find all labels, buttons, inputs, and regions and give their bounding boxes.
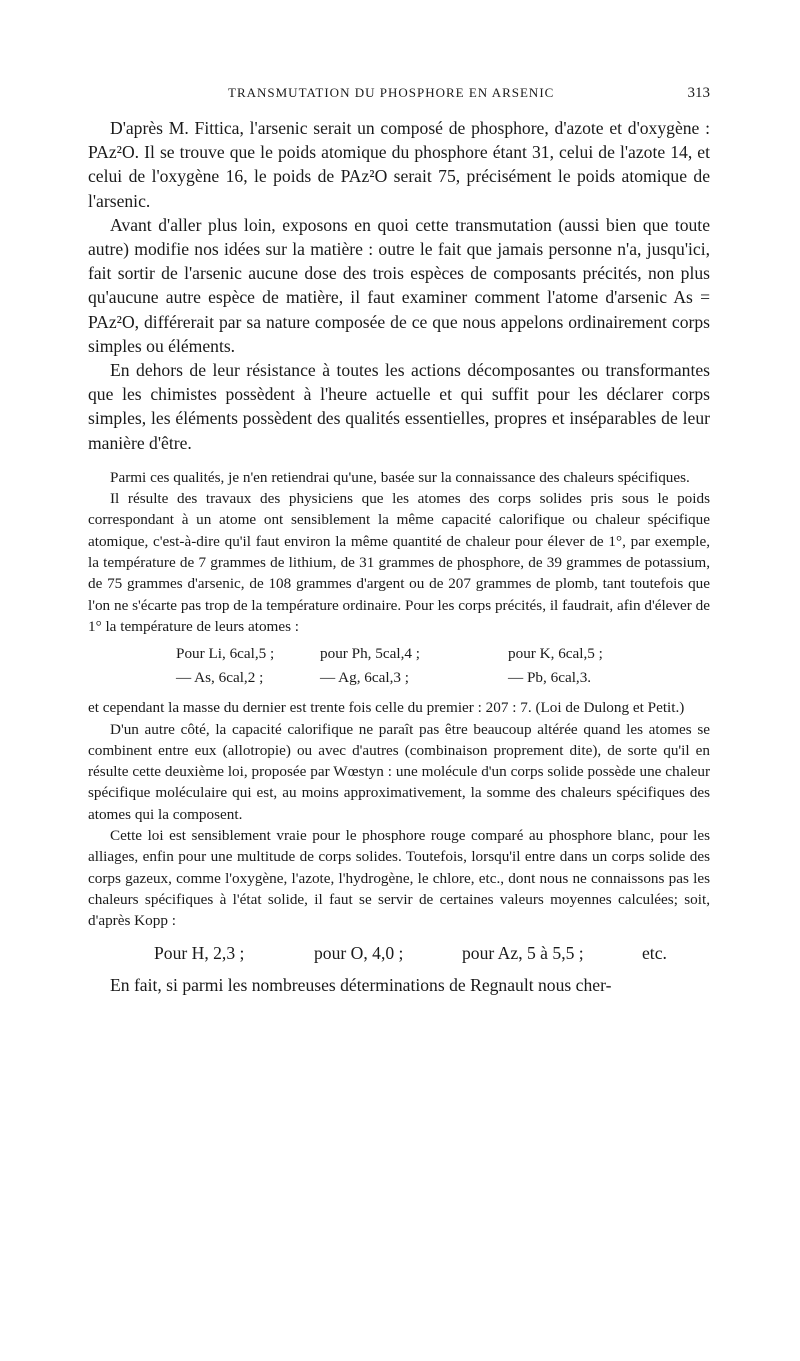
formula-cell: — Pb, 6cal,3. <box>508 669 592 687</box>
paragraph-6: et cependant la masse du dernier est trente fois celle du premier : 207 : 7. (Loi de Dulong et Petit.) <box>88 699 685 717</box>
paragraph-1: D'après M. Fittica, l'arsenic serait un composé de phosphore, d'azote et d'oxygène : PAz²O. Il se trouve que le poids atomique du phosphore étant 31, celui de l'azote 14, et celui de l'oxygène 16, le poids de PAz²O serait 75, précisément le poids atomique de l'arsenic. <box>88 118 710 211</box>
kopp-value: Pour H, 2,3 ; <box>154 943 245 964</box>
formula-cell: pour K, 6cal,5 ; <box>508 645 603 663</box>
page-body <box>88 116 710 998</box>
kopp-value: pour Az, 5 à 5,5 ; <box>462 943 584 964</box>
paragraph-2: Avant d'aller plus loin, exposons en quoi cette transmutation (aussi bien que toute autre) modifie nos idées sur la matière : outre le fait que jamais personne n'a, jusqu'ici, fait sortir de l'arsenic aucune dose des trois espèces de composants précités, non plus qu'aucune autre espèce de matière, il faut examiner comment l'atome d'arsenic As = PAz²O, différerait par sa nature composée de ce que nous appelons ordinairement corps simples ou éléments. <box>88 214 710 356</box>
formula-cell: Pour Li, 6cal,5 ; <box>176 645 275 663</box>
section-gap <box>88 455 710 467</box>
specific-heat-table <box>88 643 710 689</box>
paragraph-4: Parmi ces qualités, je n'en retiendrai qu'une, basée sur la connaissance des chaleurs spécifiques. <box>110 468 690 486</box>
paragraph-7: D'un autre côté, la capacité calorifique ne paraît pas être beaucoup altérée quand les atomes se combinent entre eux (allotropie) ou avec d'autres (combinaison proprement dite), de sorte qu'il en résulte cette deuxième loi, proposée par Wœstyn : une molécule d'un corps solide possède une chaleur spécifique moléculaire qui est, au moins approximativement, la somme des chaleurs spécifiques des atomes qui la composent. <box>88 720 710 823</box>
formula-cell: — As, 6cal,2 ; <box>176 669 264 687</box>
paragraph-5: Il résulte des travaux des physiciens que les atomes des corps solides pris sous le poids correspondant à un atome ont sensiblement la même capacité calorifique ou chaleur spécifique atomique, c'est-à-dire qu'il faut environ la même quantité de chaleur pour élever de 1°, par exemple, la température de 7 grammes de lithium, de 31 grammes de phosphore, de 39 grammes de potassium, de 75 grammes d'arsenic, de 108 grammes d'argent ou de 207 grammes de plomb, tant toutefois que l'on ne s'écarte pas trop de la température ordinaire. Pour les corps précités, il faudrait, afin d'élever de 1° la température de leurs atomes : <box>88 490 710 635</box>
kopp-values <box>88 941 710 965</box>
formula-row <box>88 667 710 689</box>
kopp-value: pour O, 4,0 ; <box>314 943 404 964</box>
paragraph-3: En dehors de leur résistance à toutes les actions décomposantes ou transformantes que les chimistes possèdent à l'heure actuelle et qui suffit pour les déclarer corps simples, les éléments possèdent des qualités essentielles, propres et inséparables de leur manière d'être. <box>88 360 710 453</box>
page-number: 313 <box>687 85 710 101</box>
running-header <box>88 85 710 107</box>
formula-cell: — Ag, 6cal,3 ; <box>320 669 410 687</box>
running-title: TRANSMUTATION DU PHOSPHORE EN ARSENIC <box>228 85 555 100</box>
formula-cell: pour Ph, 5cal,4 ; <box>320 645 420 663</box>
kopp-value: etc. <box>642 943 667 964</box>
paragraph-8: Cette loi est sensiblement vraie pour le phosphore rouge comparé au phosphore blanc, pour les alliages, enfin pour une multitude de corps solides. Toutefois, lorsqu'il entre dans un corps solide des corps gazeux, comme l'oxygène, l'azote, l'hydrogène, le chlore, etc., dont nous ne connaissons pas les chaleurs spécifiques à l'état solide, il faut se servir de certaines valeurs moyennes calculées; soit, d'après Kopp : <box>88 827 710 930</box>
paragraph-9: En fait, si parmi les nombreuses déterminations de Regnault nous cher- <box>110 975 612 996</box>
formula-row <box>88 643 710 665</box>
